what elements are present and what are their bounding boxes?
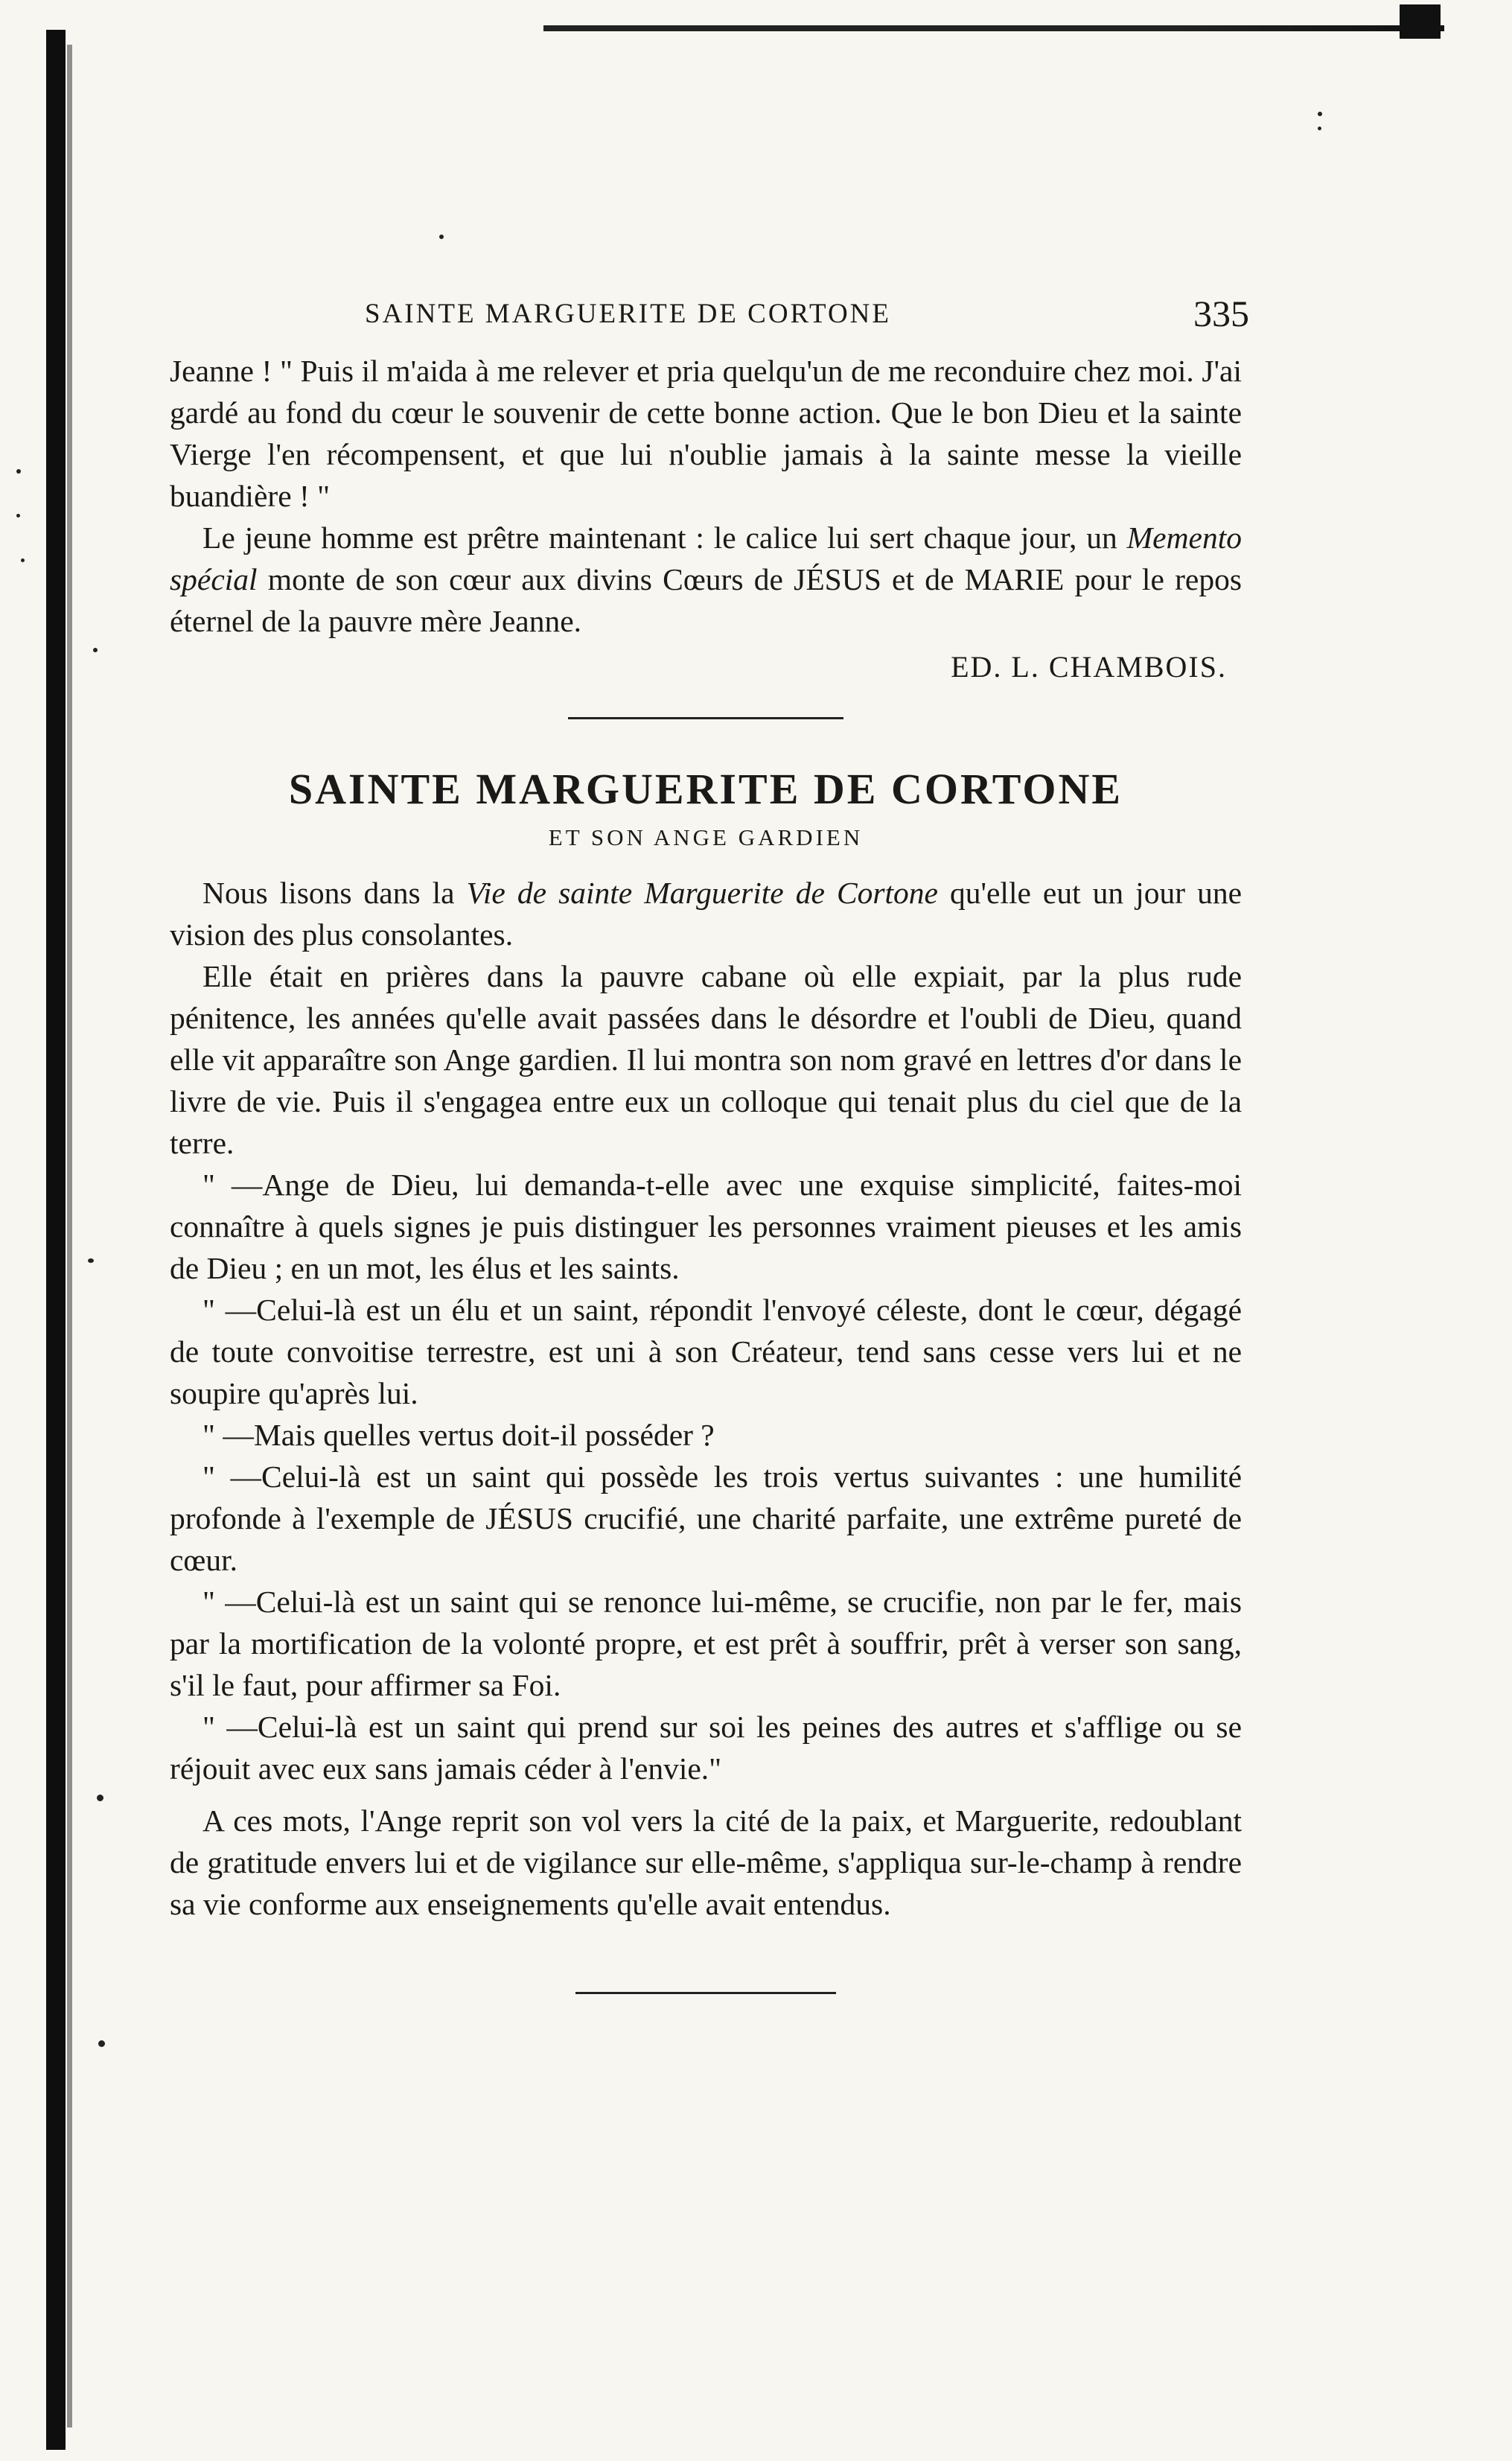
scan-speck <box>1318 112 1322 116</box>
paragraph: " —Celui-là est un saint qui prend sur soi les peines des autres et s'afflige ou se réjouit avec eux sans jamais céder à l'envie." <box>170 1710 1242 1786</box>
scan-speck <box>98 2040 105 2047</box>
italic-text: Memento spécial <box>170 520 1242 596</box>
binding-shadow <box>46 30 66 2450</box>
paragraph: " —Ange de Dieu, lui demanda-t-elle avec une exquise simplicité, faites-moi connaître à quels signes je puis distinguer les personnes vraiment pieuses et les amis de Dieu ; en un mot, les élus et les saints. <box>170 1168 1242 1285</box>
article-subtitle: ET SON ANGE GARDIEN <box>548 824 864 850</box>
scan-speck <box>97 1795 103 1801</box>
binding-edge <box>67 45 72 2427</box>
scan-speck <box>16 469 21 474</box>
scan-speck <box>439 235 444 239</box>
italic-text: Vie de sainte Marguerite de Cortone <box>466 876 938 910</box>
paragraph: A ces mots, l'Ange reprit son vol vers la cité de la paix, et Marguerite, redoublant de gratitude envers lui et de vigilance sur elle-même, s'appliqua sur-le-champ à rendre sa vie conforme aux enseignements qu'elle avait entendus. <box>170 1803 1242 1921</box>
text-run: Nous lisons dans la <box>202 876 467 910</box>
paragraph: " —Celui-là est un saint qui se renonce lui-même, se crucifie, non par le fer, mais par la mortification de la volonté propre, et est prêt à souffrir, prêt à verser son sang, s'il le faut, pour affirmer sa Foi. <box>170 1585 1242 1702</box>
signature: ED. L. CHAMBOIS. <box>951 650 1227 684</box>
scan-speck <box>21 558 25 562</box>
article-title: SAINTE MARGUERITE DE CORTONE <box>288 765 1123 813</box>
page-body <box>170 283 1249 1994</box>
paragraph: Elle était en prières dans la pauvre cabane où elle expiait, par la plus rude pénitence, les années qu'elle avait passées dans le désordre et l'oubli de Dieu, quand elle vit apparaître son Ange gardien. Il lui montra son nom gravé en lettres d'or dans le livre de vie. Puis il s'engagea entre eux un colloque qui tenait plus du ciel que de la terre. <box>170 959 1242 1160</box>
scan-speck <box>16 514 20 518</box>
scan-speck <box>1318 127 1321 130</box>
top-scan-rule <box>543 25 1444 31</box>
text-run: qu'elle eut un jour une vision des plus consolantes. <box>170 876 1242 952</box>
paragraph: Jeanne ! " Puis il m'aida à me relever et pria quelqu'un de me reconduire chez moi. J'ai gardé au fond du cœur le souvenir de cette bonne action. Que le bon Dieu et la sainte Vierge l'en récompensent, et que lui n'oublie jamais à la sainte messe la vieille buandière ! " <box>170 354 1242 513</box>
top-scan-mark <box>1400 4 1441 39</box>
running-head <box>170 283 1249 335</box>
running-title: SAINTE MARGUERITE DE CORTONE <box>365 299 891 329</box>
scan-speck <box>93 648 98 652</box>
paragraph <box>170 872 1242 955</box>
paragraph <box>170 517 1242 642</box>
text-run: monte de son cœur aux divins Cœurs de JÉSUS et de MARIE pour le repos éternel de la pauvre mère Jeanne. <box>170 562 1242 638</box>
page-number: 335 <box>1193 293 1249 334</box>
scan-speck <box>88 1258 94 1263</box>
text-run: Le jeune homme est prêtre maintenant : le calice lui sert chaque jour, un <box>202 520 1127 555</box>
paragraph: " —Celui-là est un élu et un saint, répondit l'envoyé céleste, dont le cœur, dégagé de toute convoitise terrestre, est uni à son Créateur, tend sans cesse vers lui et ne soupire qu'après lui. <box>170 1293 1242 1410</box>
end-divider <box>575 1992 836 1994</box>
paragraph: " —Celui-là est un saint qui possède les trois vertus suivantes : une humilité profonde à l'exemple de JÉSUS crucifié, une charité parfaite, une extrême pureté de cœur. <box>170 1459 1242 1577</box>
paragraph: " —Mais quelles vertus doit-il posséder ? <box>202 1418 715 1452</box>
